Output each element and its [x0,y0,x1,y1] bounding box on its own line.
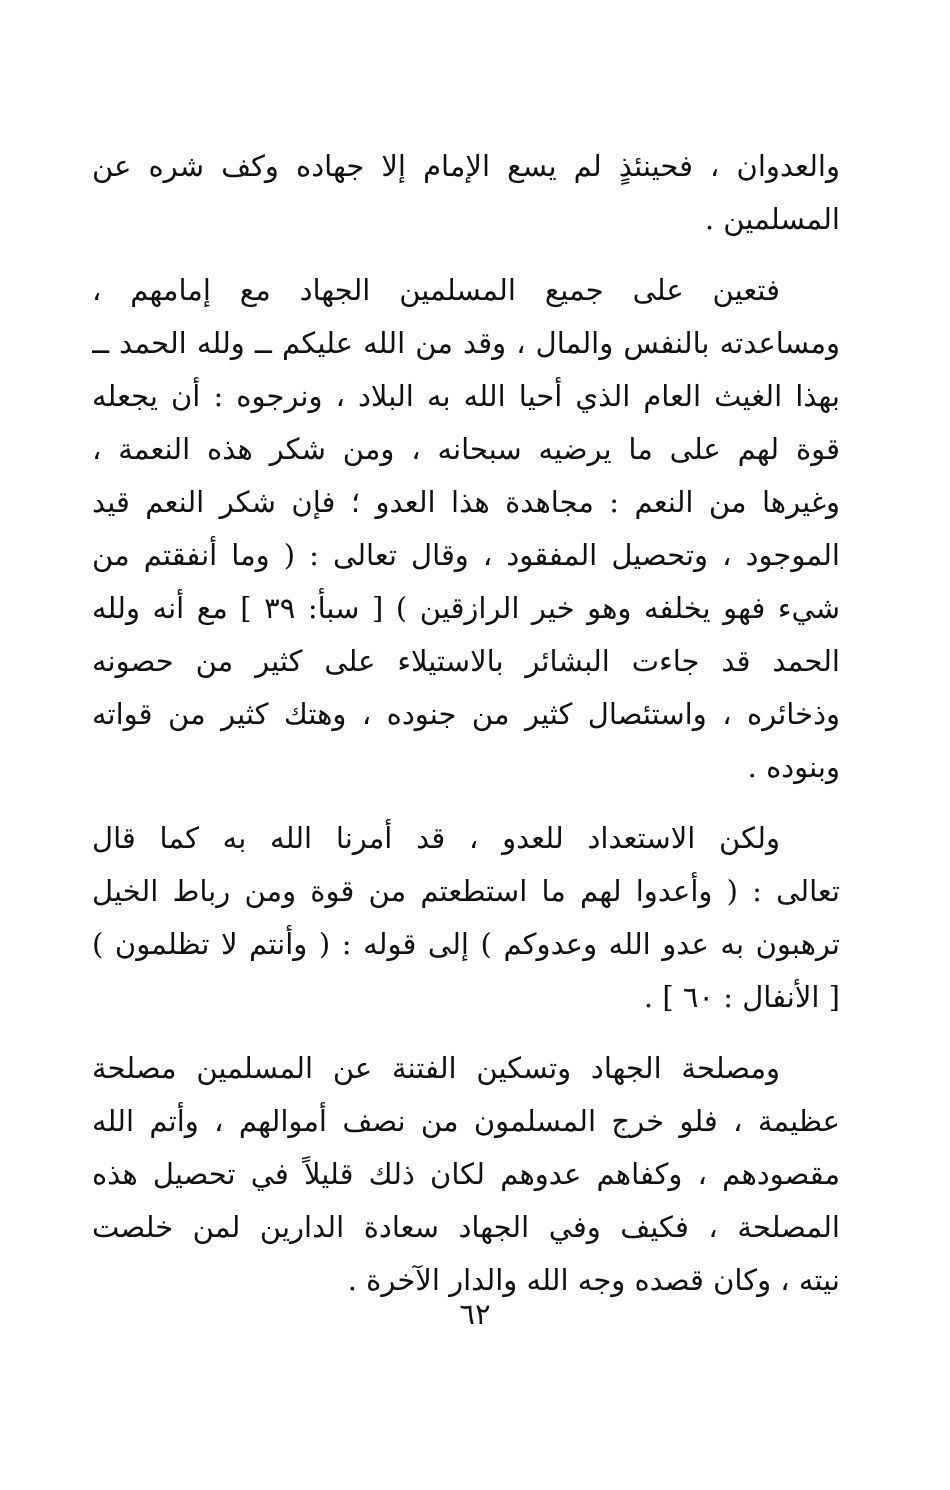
text-line: عظيمة ، فلو خرج المسلمون من نصف أموالهم ، وأتم الله [92,1104,840,1138]
paragraph-4 [92,1042,840,1307]
text-line: ولكن الاستعداد للعدو ، قد أمرنا الله به كما قال [92,821,780,855]
text-line: المصلحة ، فكيف وفي الجهاد سعادة الدارين لمن خلصت [92,1210,840,1244]
page-body [92,140,840,1307]
text-line: وبنوده . [747,750,840,784]
text-line: وغيرها من النعم : مجاهدة هذا العدو ؛ فإن شكر النعم قيد [92,485,840,519]
text-line: نيته ، وكان قصده وجه الله والدار الآخرة . [347,1263,840,1297]
text-line: مقصودهم ، وكفاهم عدوهم لكان ذلك قليلاً في تحصيل هذه [92,1157,840,1191]
text-line: وذخائره ، واستئصال كثير من جنوده ، وهتك كثير من قواته [92,697,840,731]
text-line: والعدوان ، فحينئذٍ لم يسع الإمام إلا جهاده وكف شره عن [92,149,840,183]
text-line: الموجود ، وتحصيل المفقود ، وقال تعالى : ( وما أنفقتم من [92,538,840,572]
text-line: فتعين على جميع المسلمين الجهاد مع إمامهم ، [92,273,780,307]
text-line: ترهبون به عدو الله وعدوكم ) إلى قوله : ( وأنتم لا تظلمون ) [92,927,840,961]
text-line: شيء فهو يخلفه وهو خير الرازقين ) [ سبأ: ٣٩ ] مع أنه ولله [92,591,840,625]
text-line: المسلمين . [704,202,840,236]
text-line: ومساعدته بالنفس والمال ، وقد من الله عليكم ــ ولله الحمد ــ [92,326,840,360]
text-line: تعالى : ( وأعدوا لهم ما استطعتم من قوة ومن رباط الخيل [92,874,840,908]
text-line: [ الأنفال : ٦٠ ] . [643,980,840,1014]
text-line: ومصلحة الجهاد وتسكين الفتنة عن المسلمين مصلحة [92,1051,780,1085]
text-line: بهذا الغيث العام الذي أحيا الله به البلاد ، ونرجوه : أن يجعله [92,379,840,413]
page-number: ٦٢ [459,1297,491,1331]
paragraph-3 [92,812,840,1024]
paragraph-1 [92,140,840,246]
paragraph-2 [92,264,840,794]
text-line: الحمد قد جاءت البشائر بالاستيلاء على كثير من حصونه [92,644,840,678]
text-line: قوة لهم على ما يرضيه سبحانه ، ومن شكر هذه النعمة ، [92,432,840,466]
